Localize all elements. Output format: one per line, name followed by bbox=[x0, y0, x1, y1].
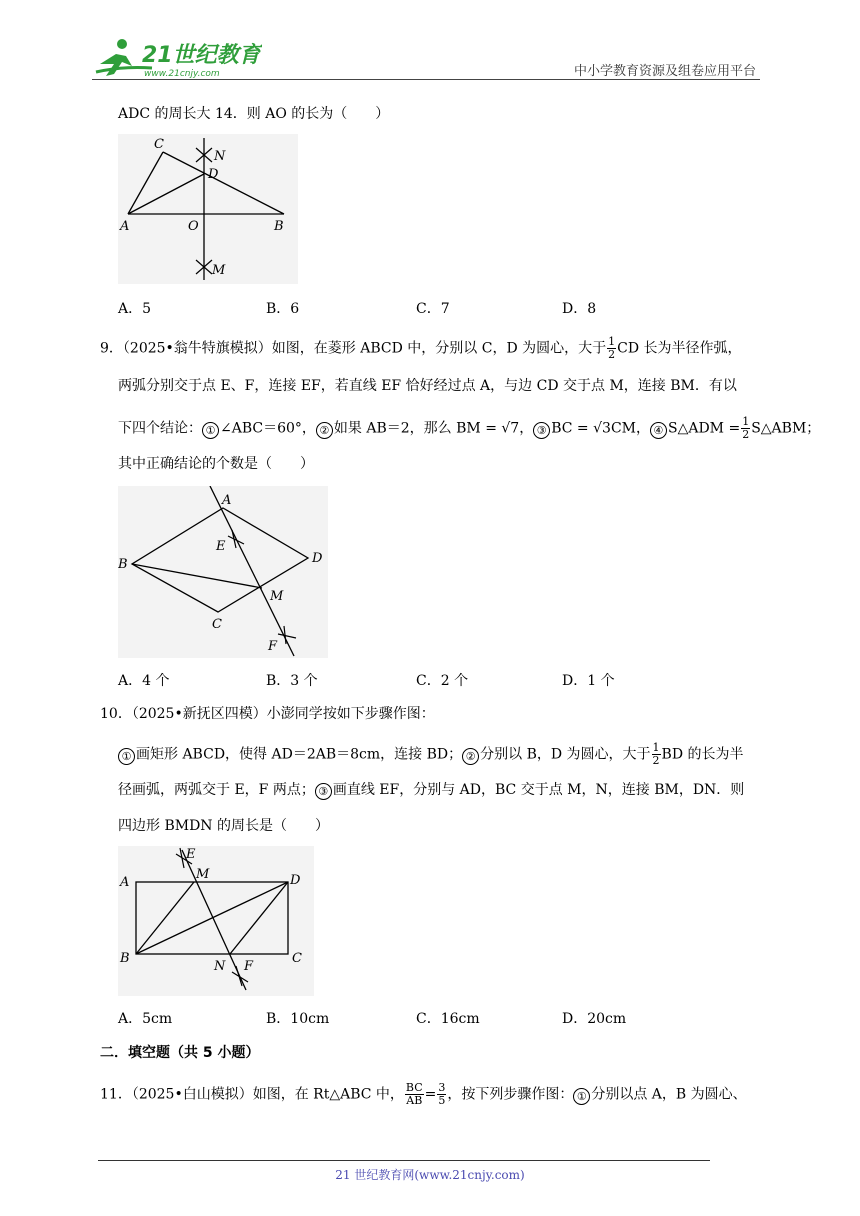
site-logo bbox=[92, 36, 262, 82]
q10-label-e: E bbox=[186, 847, 196, 862]
q10-label-d: D bbox=[290, 873, 301, 888]
q8-label-b: B bbox=[274, 219, 284, 234]
section-heading: 二．填空题（共 5 小题） bbox=[100, 1045, 260, 1061]
q10-option-c: C．16cm bbox=[416, 1011, 480, 1027]
q9-label-e: E bbox=[216, 539, 226, 554]
q8-label-o: O bbox=[188, 219, 199, 234]
q9-label-m: M bbox=[270, 589, 284, 604]
q8-option-b: B．6 bbox=[266, 301, 300, 317]
q8-label-d: D bbox=[208, 167, 219, 182]
q10-option-d: D．20cm bbox=[562, 1011, 627, 1027]
q9-label-d: D bbox=[312, 551, 323, 566]
q9-option-d: D．1 个 bbox=[562, 673, 615, 689]
q10-label-b: B bbox=[120, 951, 130, 966]
q11-fraction-3-5: $\frac{3}{5}$ bbox=[438, 1081, 446, 1107]
q10-label-a: A bbox=[120, 875, 130, 890]
header-divider bbox=[92, 79, 760, 80]
q8-label-n: N bbox=[214, 149, 226, 164]
q11-fraction-bc-ab: $\frac{BC}{AB}$ bbox=[405, 1081, 423, 1107]
q11-line1: 11．（2025•白山模拟）如图，在 Rt△ABC 中， $\frac{BC}{AB}$ = $\frac{3}{5}$ ，按下列步骤作图： ① 分别以点 A，B 为圆心、 bbox=[100, 1081, 747, 1107]
q9-label-f: F bbox=[268, 639, 278, 654]
q9-option-a: A．4 个 bbox=[118, 673, 170, 689]
q10-label-m: M bbox=[196, 867, 210, 882]
q9-line4: 其中正确结论的个数是（ ） bbox=[118, 456, 314, 472]
logo-url: www.21cnjy.com bbox=[144, 69, 220, 79]
q9-fraction: $\frac{1}{2}$ bbox=[608, 335, 616, 361]
q10-line1: 10．（2025•新抚区四模）小澎同学按如下步骤作图： bbox=[100, 706, 435, 722]
q9-option-c: C．2 个 bbox=[416, 673, 469, 689]
q10-option-b: B．10cm bbox=[266, 1011, 330, 1027]
footer-divider bbox=[98, 1160, 710, 1161]
q8-option-a: A．5 bbox=[118, 301, 152, 317]
q10-label-c: C bbox=[292, 951, 302, 966]
q8-label-a: A bbox=[120, 219, 130, 234]
q9-line1: 9．（2025•翁牛特旗模拟）如图，在菱形 ABCD 中，分别以 C，D 为圆心，大于 $\frac{1}{2}$ CD 长为半径作弧， bbox=[100, 335, 742, 361]
q10-line2: ① 画矩形 ABCD，使得 AD＝2AB＝8cm，连接 BD； ② 分别以 B，D 为圆心，大于 $\frac{1}{2}$ BD 的长为半 bbox=[118, 742, 744, 767]
q9-line2: 两弧分别交于点 E、F，连接 EF，若直线 EF 恰好经过点 A，与边 CD 交于点 M，连接 BM．有以 bbox=[118, 378, 737, 394]
q8-option-d: D．8 bbox=[562, 301, 597, 317]
footer-link[interactable]: 21 世纪教育网(www.21cnjy.com) bbox=[335, 1168, 525, 1182]
q8-option-c: C．7 bbox=[416, 301, 450, 317]
q10-label-n: N bbox=[214, 959, 226, 974]
q9-label-c: C bbox=[212, 617, 222, 632]
q9-line3: 下四个结论： ① ∠ABC＝60°， ② 如果 AB＝2，那么 BM = √7， ③ BC = √3CM， ④ S△ADM = $\frac{1}{2}$ S△ABM； bbox=[118, 415, 821, 441]
logo-text: 21世纪教育 bbox=[142, 43, 261, 68]
q10-line4: 四边形 BMDN 的周长是（ ） bbox=[118, 818, 329, 834]
q8-continuation: ADC 的周长大 14．则 AO 的长为（ ） bbox=[118, 106, 390, 122]
q9-option-b: B．3 个 bbox=[266, 673, 318, 689]
q10-figure bbox=[118, 846, 314, 996]
platform-label: 中小学教育资源及组卷应用平台 bbox=[573, 64, 756, 79]
q10-fraction: $\frac{1}{2}$ bbox=[652, 741, 660, 767]
q10-option-a: A．5cm bbox=[118, 1011, 173, 1027]
q8-label-m: M bbox=[212, 263, 226, 278]
q10-label-f: F bbox=[244, 959, 254, 974]
q9-figure bbox=[118, 486, 328, 658]
q10-line3: 径画弧，两弧交于 E，F 两点； ③ 画直线 EF，分别与 AD，BC 交于点 M，N，连接 BM，DN．则 bbox=[118, 782, 745, 798]
q8-figure bbox=[118, 134, 298, 284]
q9-label-b: B bbox=[118, 557, 128, 572]
q8-label-c: C bbox=[154, 137, 164, 152]
q9-label-a: A bbox=[222, 493, 232, 508]
